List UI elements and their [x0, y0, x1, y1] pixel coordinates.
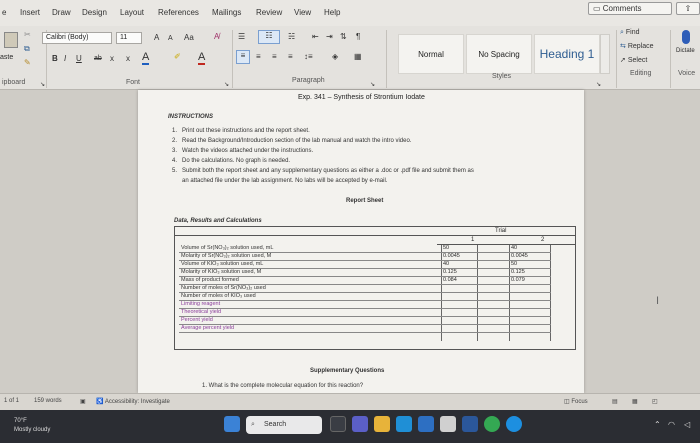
- zoom-icon[interactable]: [506, 416, 522, 432]
- document-title: Exp. 341 – Synthesis of Strontium Iodate: [298, 94, 425, 101]
- bold-button[interactable]: B: [52, 54, 58, 63]
- replace-icon: ⇆: [620, 43, 626, 50]
- tab-insert[interactable]: Insert: [20, 8, 41, 17]
- paragraph-group-label: Paragraph: [292, 77, 325, 84]
- tab-layout[interactable]: Layout: [120, 8, 145, 17]
- instructions-heading: INSTRUCTIONS: [168, 114, 213, 120]
- instruction-item: [182, 178, 387, 184]
- select-button[interactable]: [620, 56, 647, 66]
- paragraph-launcher-icon[interactable]: ↘: [370, 82, 376, 88]
- trial-2-value[interactable]: 0.079: [511, 277, 525, 283]
- row-label: Limiting reagent: [181, 301, 221, 307]
- tab-references[interactable]: References: [158, 8, 199, 17]
- cut-icon[interactable]: ✂: [24, 30, 31, 39]
- item-number: 4.: [172, 158, 178, 164]
- change-case-button[interactable]: Aa: [184, 33, 194, 42]
- table-row: [179, 301, 551, 309]
- task-view-icon[interactable]: [330, 416, 346, 432]
- ribbon-home: [0, 26, 700, 90]
- tab-review[interactable]: Review: [256, 8, 283, 17]
- trial-label: Trial: [495, 228, 507, 234]
- item-text: Read the Background/Introduction section of the lab manual and watch the intro video.: [182, 138, 412, 144]
- shading-icon[interactable]: ◈: [332, 52, 339, 61]
- item-number: 2.: [172, 138, 178, 144]
- styles-group-label: Styles: [492, 73, 512, 80]
- numbering-icon[interactable]: ☷: [258, 30, 280, 44]
- search-icon: ⌕: [251, 421, 255, 428]
- share-icon: ⇧: [684, 4, 692, 13]
- divider: [670, 30, 671, 88]
- row-label: Molarity of KIO₃ solution used, M: [181, 269, 262, 275]
- row-label: Molarity of Sr(NO₃)₂ solution used, M: [181, 253, 272, 259]
- select-label: Select: [627, 57, 648, 64]
- row-label: Mass of product formed: [181, 277, 239, 283]
- ribbon-tab-bar: [0, 0, 700, 26]
- align-right-icon[interactable]: ≡: [272, 52, 277, 61]
- style-no-spacing[interactable]: No Spacing: [466, 34, 532, 74]
- divider: [616, 30, 617, 88]
- align-left-icon[interactable]: ≡: [236, 50, 250, 64]
- instruction-item: [172, 158, 291, 164]
- clear-formatting-icon[interactable]: A̸: [214, 32, 220, 41]
- comments-label: Comments: [602, 4, 642, 13]
- line-spacing-icon[interactable]: ↕≡: [304, 52, 313, 61]
- edge-icon[interactable]: [396, 416, 412, 432]
- weather-description[interactable]: Mostly cloudy: [14, 427, 51, 433]
- instruction-item: [172, 138, 412, 144]
- trial-number-row: [437, 236, 575, 245]
- item-text: Print out these instructions and the report sheet.: [182, 128, 310, 134]
- style-heading-1[interactable]: Heading 1: [534, 34, 600, 74]
- subscript-button[interactable]: x: [110, 54, 114, 63]
- teams-icon[interactable]: [352, 416, 368, 432]
- microphone-icon: [682, 30, 690, 44]
- clipboard-group-label: ipboard: [2, 79, 26, 86]
- instruction-item: [172, 168, 474, 174]
- table-row: [179, 261, 551, 269]
- item-text: Do the calculations. No graph is needed.: [182, 158, 291, 164]
- font-launcher-icon[interactable]: ↘: [224, 82, 230, 88]
- text-effects-button[interactable]: A: [142, 51, 150, 63]
- item-number: 3.: [172, 148, 178, 154]
- row-label: Volume of KIO₃ solution used, mL: [181, 261, 264, 267]
- row-label: Percent yield: [181, 317, 213, 323]
- chrome-icon[interactable]: [484, 416, 500, 432]
- print-layout-icon[interactable]: ▦: [632, 399, 638, 405]
- strikethrough-button[interactable]: ab: [94, 55, 102, 62]
- instruction-item: [172, 128, 310, 134]
- wifi-icon[interactable]: ◠: [668, 420, 675, 429]
- grow-font-button[interactable]: A: [154, 33, 160, 42]
- item-text: Submit both the report sheet and any supplementary questions as either a .doc or .pdf file and submit them as: [182, 168, 474, 174]
- replace-button[interactable]: [620, 42, 654, 52]
- document-page[interactable]: [138, 90, 584, 393]
- select-arrow-icon: ➚: [620, 57, 626, 64]
- ibeam-cursor-icon: I: [656, 295, 660, 307]
- italic-button[interactable]: I: [64, 54, 67, 63]
- data-table: [174, 226, 576, 350]
- accessibility-icon: ♿: [96, 399, 105, 405]
- page-count[interactable]: 1 of 1: [4, 398, 20, 404]
- item-number: 1.: [172, 128, 178, 134]
- search-icon: ⌕: [620, 29, 624, 36]
- store-icon[interactable]: [418, 416, 434, 432]
- question-1: 1. What is the complete molecular equation for this reaction?: [202, 383, 364, 389]
- decrease-indent-icon[interactable]: ⇤: [312, 32, 319, 41]
- trial-number: 1: [471, 237, 475, 243]
- trial-2-value[interactable]: 0.125: [511, 269, 525, 275]
- superscript-button[interactable]: x: [126, 54, 130, 63]
- table-row: [179, 245, 551, 253]
- report-sheet-heading: Report Sheet: [346, 198, 384, 204]
- tab-home[interactable]: e: [2, 8, 7, 17]
- borders-icon[interactable]: ▦: [354, 52, 362, 61]
- data-grid: [179, 245, 551, 341]
- comment-icon: ▭: [593, 4, 603, 13]
- dictate-label: Dictate: [676, 48, 695, 54]
- proofing-icon[interactable]: ▣: [80, 399, 86, 405]
- row-label: Average percent yield: [181, 325, 235, 331]
- find-label: Find: [625, 29, 640, 36]
- find-button[interactable]: [620, 28, 640, 38]
- supplementary-heading: Supplementary Questions: [310, 368, 385, 374]
- bullets-icon[interactable]: ☰: [238, 32, 246, 41]
- paste-icon: [4, 32, 18, 48]
- styles-launcher-icon[interactable]: ↘: [596, 82, 602, 88]
- font-group-label: Font: [126, 79, 141, 86]
- table-row: [179, 253, 551, 261]
- windows-start-icon[interactable]: [224, 416, 240, 432]
- focus-button[interactable]: [564, 398, 588, 405]
- status-bar: [0, 393, 700, 410]
- font-color-button[interactable]: A: [198, 51, 206, 63]
- table-row: [179, 309, 551, 317]
- highlight-icon[interactable]: ✐: [174, 52, 181, 61]
- shrink-font-button[interactable]: A: [168, 35, 173, 42]
- instruction-item: [172, 148, 314, 154]
- document-canvas[interactable]: [0, 90, 700, 393]
- focus-icon: ◫: [564, 399, 572, 405]
- table-row: [179, 269, 551, 277]
- justify-icon[interactable]: ≡: [288, 52, 293, 61]
- file-explorer-icon[interactable]: [374, 416, 390, 432]
- table-row: [179, 285, 551, 293]
- windows-taskbar: [0, 410, 700, 443]
- chevron-up-icon[interactable]: ⌃: [654, 420, 661, 429]
- accessibility-label: Accessibility: Investigate: [104, 399, 170, 405]
- table-row: [179, 277, 551, 285]
- tab-design[interactable]: Design: [82, 8, 107, 17]
- row-label: Number of moles of KIO₃ used: [181, 293, 256, 299]
- table-row: [179, 325, 551, 333]
- show-formatting-icon[interactable]: ¶: [356, 32, 361, 41]
- font-size-box[interactable]: 11: [116, 32, 142, 44]
- table-row: [179, 317, 551, 325]
- accessibility-status[interactable]: [96, 398, 170, 405]
- read-mode-icon[interactable]: ▤: [612, 399, 618, 405]
- web-layout-icon[interactable]: ◰: [652, 399, 658, 405]
- weather-temperature[interactable]: 70°F: [14, 418, 27, 424]
- trial-1-value[interactable]: 40: [443, 261, 450, 267]
- tab-draw[interactable]: Draw: [52, 8, 71, 17]
- focus-label: Focus: [571, 399, 588, 405]
- tab-help[interactable]: Help: [324, 8, 341, 17]
- trial-number: 2: [541, 237, 545, 243]
- dictate-button[interactable]: [674, 30, 700, 66]
- trial-1-value[interactable]: 0.084: [443, 277, 457, 283]
- taskbar-search[interactable]: [246, 416, 322, 434]
- trial-1-value[interactable]: 50: [443, 245, 450, 251]
- style-normal[interactable]: Normal: [398, 34, 464, 74]
- table-row: [179, 293, 551, 301]
- divider: [386, 30, 387, 88]
- clipboard-launcher-icon[interactable]: ↘: [40, 82, 46, 88]
- font-name-box[interactable]: Calibri (Body): [42, 32, 112, 44]
- trial-1-value[interactable]: 0.0045: [443, 253, 460, 259]
- office-icon[interactable]: [440, 416, 456, 432]
- word-icon[interactable]: [462, 416, 478, 432]
- editing-group-label: Editing: [630, 70, 652, 77]
- trial-2-value[interactable]: 0.0045: [511, 253, 528, 259]
- copy-icon[interactable]: ⧉: [24, 44, 30, 53]
- replace-label: Replace: [627, 43, 654, 50]
- underline-button[interactable]: U: [76, 54, 82, 63]
- item-number: 5.: [172, 168, 178, 174]
- trial-2-value[interactable]: 40: [511, 245, 518, 251]
- styles-gallery-scroll[interactable]: [600, 34, 610, 74]
- data-heading: Data, Results and Calculations: [174, 218, 262, 224]
- increase-indent-icon[interactable]: ⇥: [326, 32, 333, 41]
- word-count[interactable]: 159 words: [34, 398, 62, 404]
- tab-view[interactable]: View: [294, 8, 312, 17]
- sort-icon[interactable]: ⇅: [340, 32, 347, 41]
- paste-button[interactable]: [0, 30, 26, 66]
- trial-1-value[interactable]: 0.125: [443, 269, 457, 275]
- comments-button[interactable]: [588, 2, 672, 15]
- row-label: Volume of Sr(NO₃)₂ solution used, mL: [181, 245, 274, 251]
- item-text: an attached file under the lab assignment. No labs will be accepted by e-mail.: [182, 178, 388, 184]
- volume-icon[interactable]: ◁: [684, 420, 691, 429]
- multilevel-list-icon[interactable]: ☵: [288, 32, 296, 41]
- search-label: Search: [264, 421, 287, 428]
- row-label: Number of moles of Sr(NO₃)₂ used: [181, 285, 266, 291]
- align-center-icon[interactable]: ≡: [256, 52, 261, 61]
- row-label: Theoretical yield: [181, 309, 222, 315]
- format-painter-icon[interactable]: ✎: [24, 58, 31, 67]
- voice-group-label: Voice: [678, 70, 696, 77]
- trial-2-value[interactable]: 50: [511, 261, 518, 267]
- item-text: Watch the videos attached under the instructions.: [182, 148, 314, 154]
- share-button[interactable]: [676, 2, 700, 15]
- trial-header-row: [175, 227, 575, 236]
- paste-label: aste: [0, 54, 14, 61]
- tab-mailings[interactable]: Mailings: [212, 8, 242, 17]
- divider: [232, 30, 233, 88]
